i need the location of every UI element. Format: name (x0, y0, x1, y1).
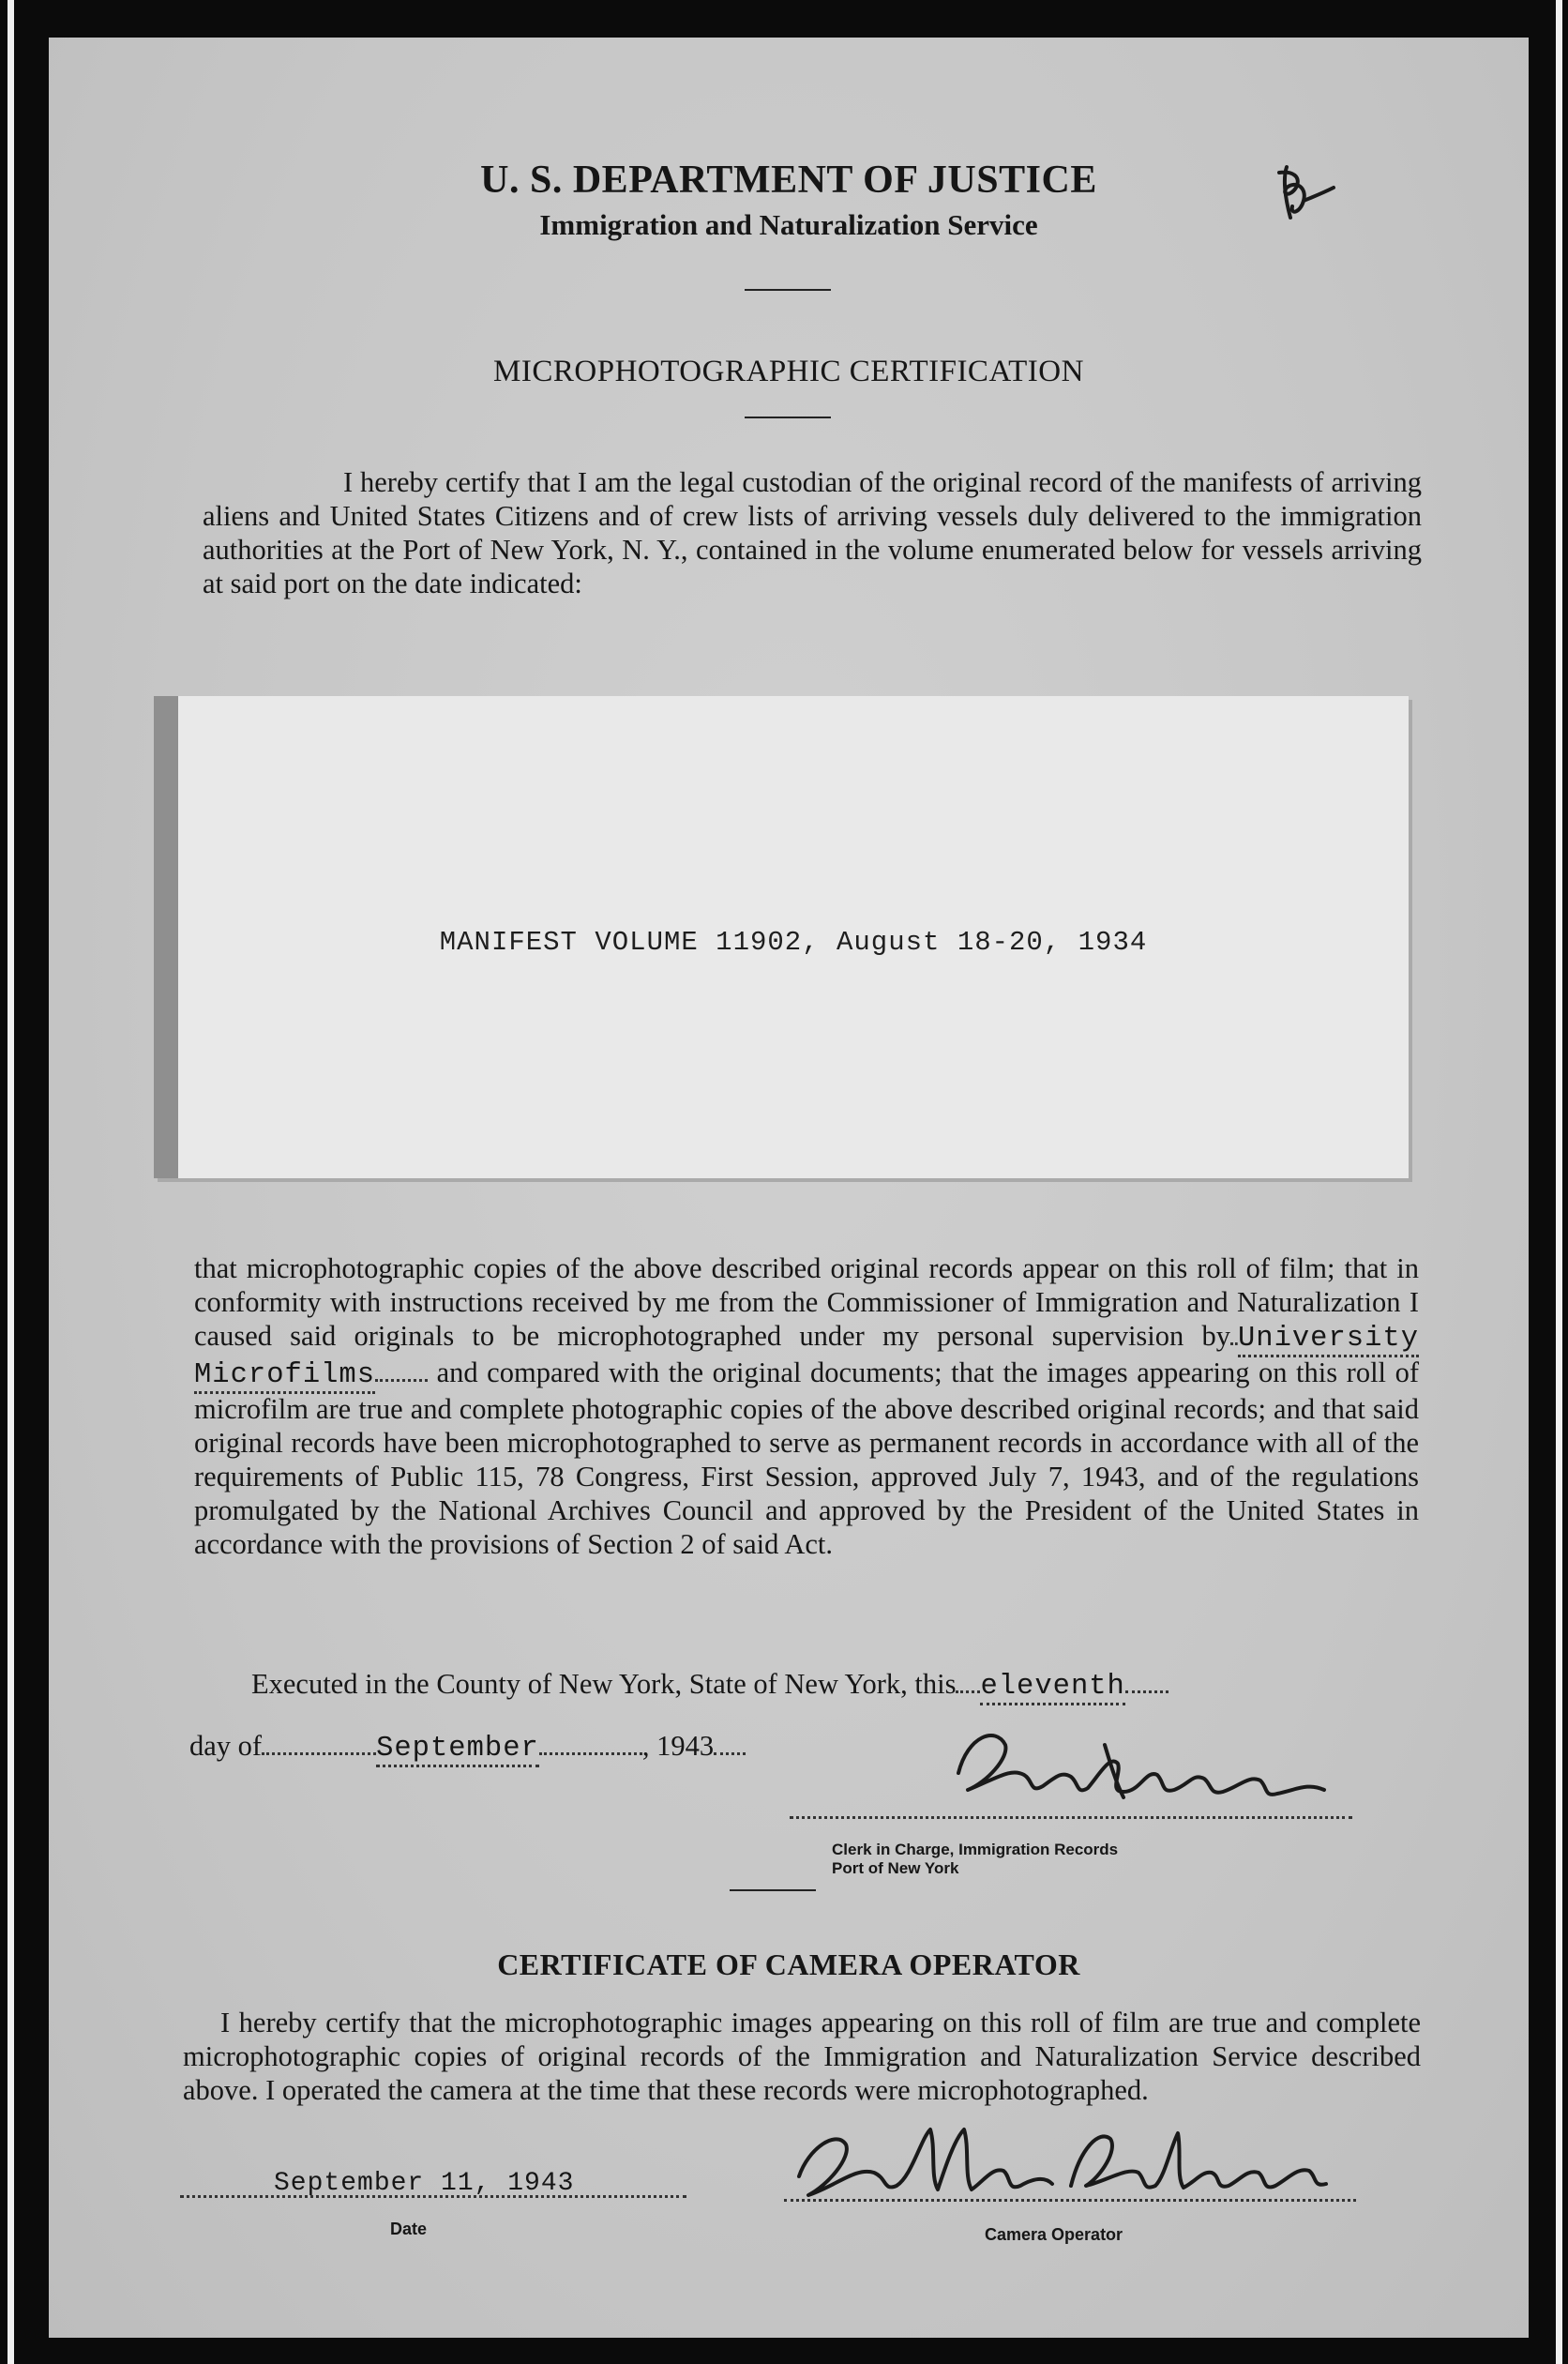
clerk-signature (940, 1717, 1343, 1820)
camera-operator-statement: I hereby certify that the microphotographic images appearing on this roll of film are true and complete microphotographic copies of original records of the Immigration and Naturalization Service described above. I operated the camera at the time that these records were microphotographed. (183, 2007, 1421, 2106)
executed-month: September (376, 1733, 539, 1767)
camera-operator-label: Camera Operator (985, 2225, 1123, 2244)
executed-year: , 1943 (641, 1730, 715, 1762)
film-edge-right (1556, 0, 1562, 2364)
department-heading: U. S. DEPARTMENT OF JUSTICE (480, 159, 1097, 202)
day-of-prefix: day of (189, 1730, 263, 1762)
date-label: Date (390, 2220, 428, 2238)
certification-body (194, 1251, 1419, 1561)
executed-line (251, 1668, 1168, 1703)
manifest-volume-label: MANIFEST VOLUME 11902, August 18-20, 1934 (439, 927, 1148, 958)
camera-operator-title: CERTIFICATE OF CAMERA OPERATOR (497, 1947, 1080, 1981)
divider (745, 289, 831, 291)
operator-date-value: September 11, 1943 (274, 2169, 575, 2198)
service-subheading: Immigration and Naturalization Service (539, 208, 1038, 241)
executed-day: eleventh (980, 1671, 1124, 1705)
film-edge-left (8, 0, 14, 2364)
clerk-title-line1: Clerk in Charge, Immigration Records (832, 1841, 1119, 1858)
clerk-signature-line (790, 1816, 1352, 1819)
body-text-after: and compared with the original documents; that the images appearing on this roll of microfilm are true and complete photographic copies of the above described original records; and that said original records have been microphotographed to serve as permanent records in accordance with all of the requirements of Public 115, 78 Congress, First Session, approved July 7, 1943, and of the regulations promulgated by the National Archives Council and approved by the President of the United States in accordance with the provisions of Section 2 of said Act. (194, 1356, 1419, 1560)
operator-date-line (180, 2195, 686, 2198)
certification-title: MICROPHOTOGRAPHIC CERTIFICATION (493, 355, 1084, 388)
body-text-before: that microphotographic copies of the above described original records appear on this roll of film; that in conformity with instructions received by me from the Commissioner of Immigration and Naturalization I caused said originals to be microphotographed under my personal supervision by (194, 1252, 1419, 1352)
executed-prefix: Executed in the County of New York, State of New York, this (251, 1668, 957, 1700)
intro-paragraph: I hereby certify that I am the legal custodian of the original record of the manifests of arriving aliens and United States Citizens and of crew lists of arriving vessels duly delivered to the immigration authorities at the Port of New York, N. Y., contained in the volume enumerated below for vessels arriving at said port on the date indicated: (203, 466, 1422, 599)
certificate-page (49, 38, 1529, 2338)
divider (730, 1889, 816, 1891)
day-of-line (189, 1730, 746, 1765)
divider (745, 417, 831, 418)
manifest-label-insert (154, 696, 1409, 1178)
clerk-title-line2: Port of New York (832, 1859, 959, 1877)
filmed-by-value: University Microfilms (194, 1323, 1419, 1394)
clerk-title (832, 1841, 1118, 1878)
handwritten-initials (1259, 159, 1343, 244)
operator-signature-line (784, 2199, 1356, 2202)
